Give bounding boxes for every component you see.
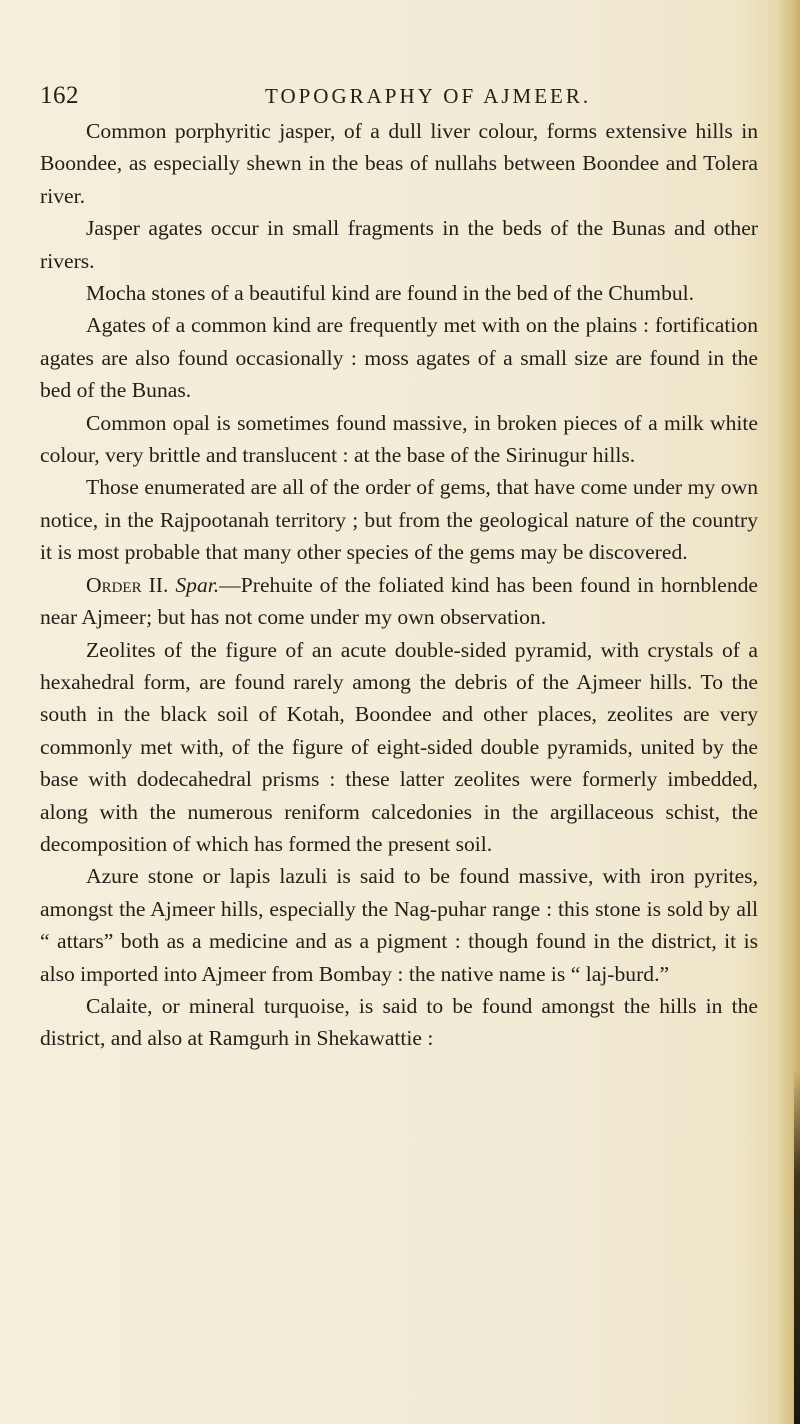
body-text <box>40 115 758 1055</box>
paragraph-jasper-agates: Jasper agates occur in small fragments in the beds of the Bunas and other rivers. <box>40 216 758 273</box>
paragraph-jasper: Common porphyritic jasper, of a dull liver colour, forms extensive hills in Boondee, as especially shewn in the beas of nullahs between Boondee and Tolera river. <box>40 119 758 208</box>
paragraph-lapis-lazuli: Azure stone or lapis lazuli is said to be found massive, with iron pyrites, amongst the Ajmeer hills, especially the Nag-puhar range : this stone is sold by all “ attars” both as a medicine and as a pigment : though found in the district, it is also imported into Ajmeer from Bombay : the native name is “ laj-burd.” <box>40 864 758 986</box>
paragraph-zeolites: Zeolites of the figure of an acute double-sided pyramid, with crystals of a hexahedral form, are found rarely among the debris of the Ajmeer hills. To the south in the black soil of Kotah, Boondee and other places, zeolites are very commonly met with, of the figure of eight-sided double pyramids, united by the base with dodecahedral prisms : these latter zeolites were formerly imbedded, along with the numerous reniform calcedonies in the argillaceous schist, the decomposition of which has formed the present soil. <box>40 637 758 856</box>
spar-label: Spar. <box>175 572 220 597</box>
page-header <box>40 82 740 114</box>
running-head: TOPOGRAPHY OF AJMEER. <box>265 84 592 108</box>
page-edge-dark <box>794 1070 800 1424</box>
paragraph-agates: Agates of a common kind are frequently met with on the plains : fortification agates are also found occasionally : moss agates of a small size are found in the bed of the Bunas. <box>40 313 758 403</box>
paragraph-opal: Common opal is sometimes found massive, in broken pieces of a milk white colour, very brittle and translucent : at the base of the Sirinugur hills. <box>40 410 758 468</box>
order-text: —Prehuite of the foliated kind has been found in hornblende near Ajmeer; but has not come under my own observation. <box>40 572 759 630</box>
paragraph-mocha-stones: Mocha stones of a beautiful kind are found in the bed of the Chumbul. <box>86 281 695 306</box>
paragraph-order-two <box>40 569 758 634</box>
order-label: Order II. <box>86 572 169 597</box>
paragraph-gems: Those enumerated are all of the order of gems, that have come under my own notice, in the Rajpootanah territory ; but from the geological nature of the country it is most probable that many other species of the gems may be discovered. <box>40 475 758 565</box>
paragraph-calaite: Calaite, or mineral turquoise, is said to be found amongst the hills in the district, and also at Ramgurh in Shekawattie : <box>40 993 758 1051</box>
page-number: 162 <box>40 82 79 109</box>
